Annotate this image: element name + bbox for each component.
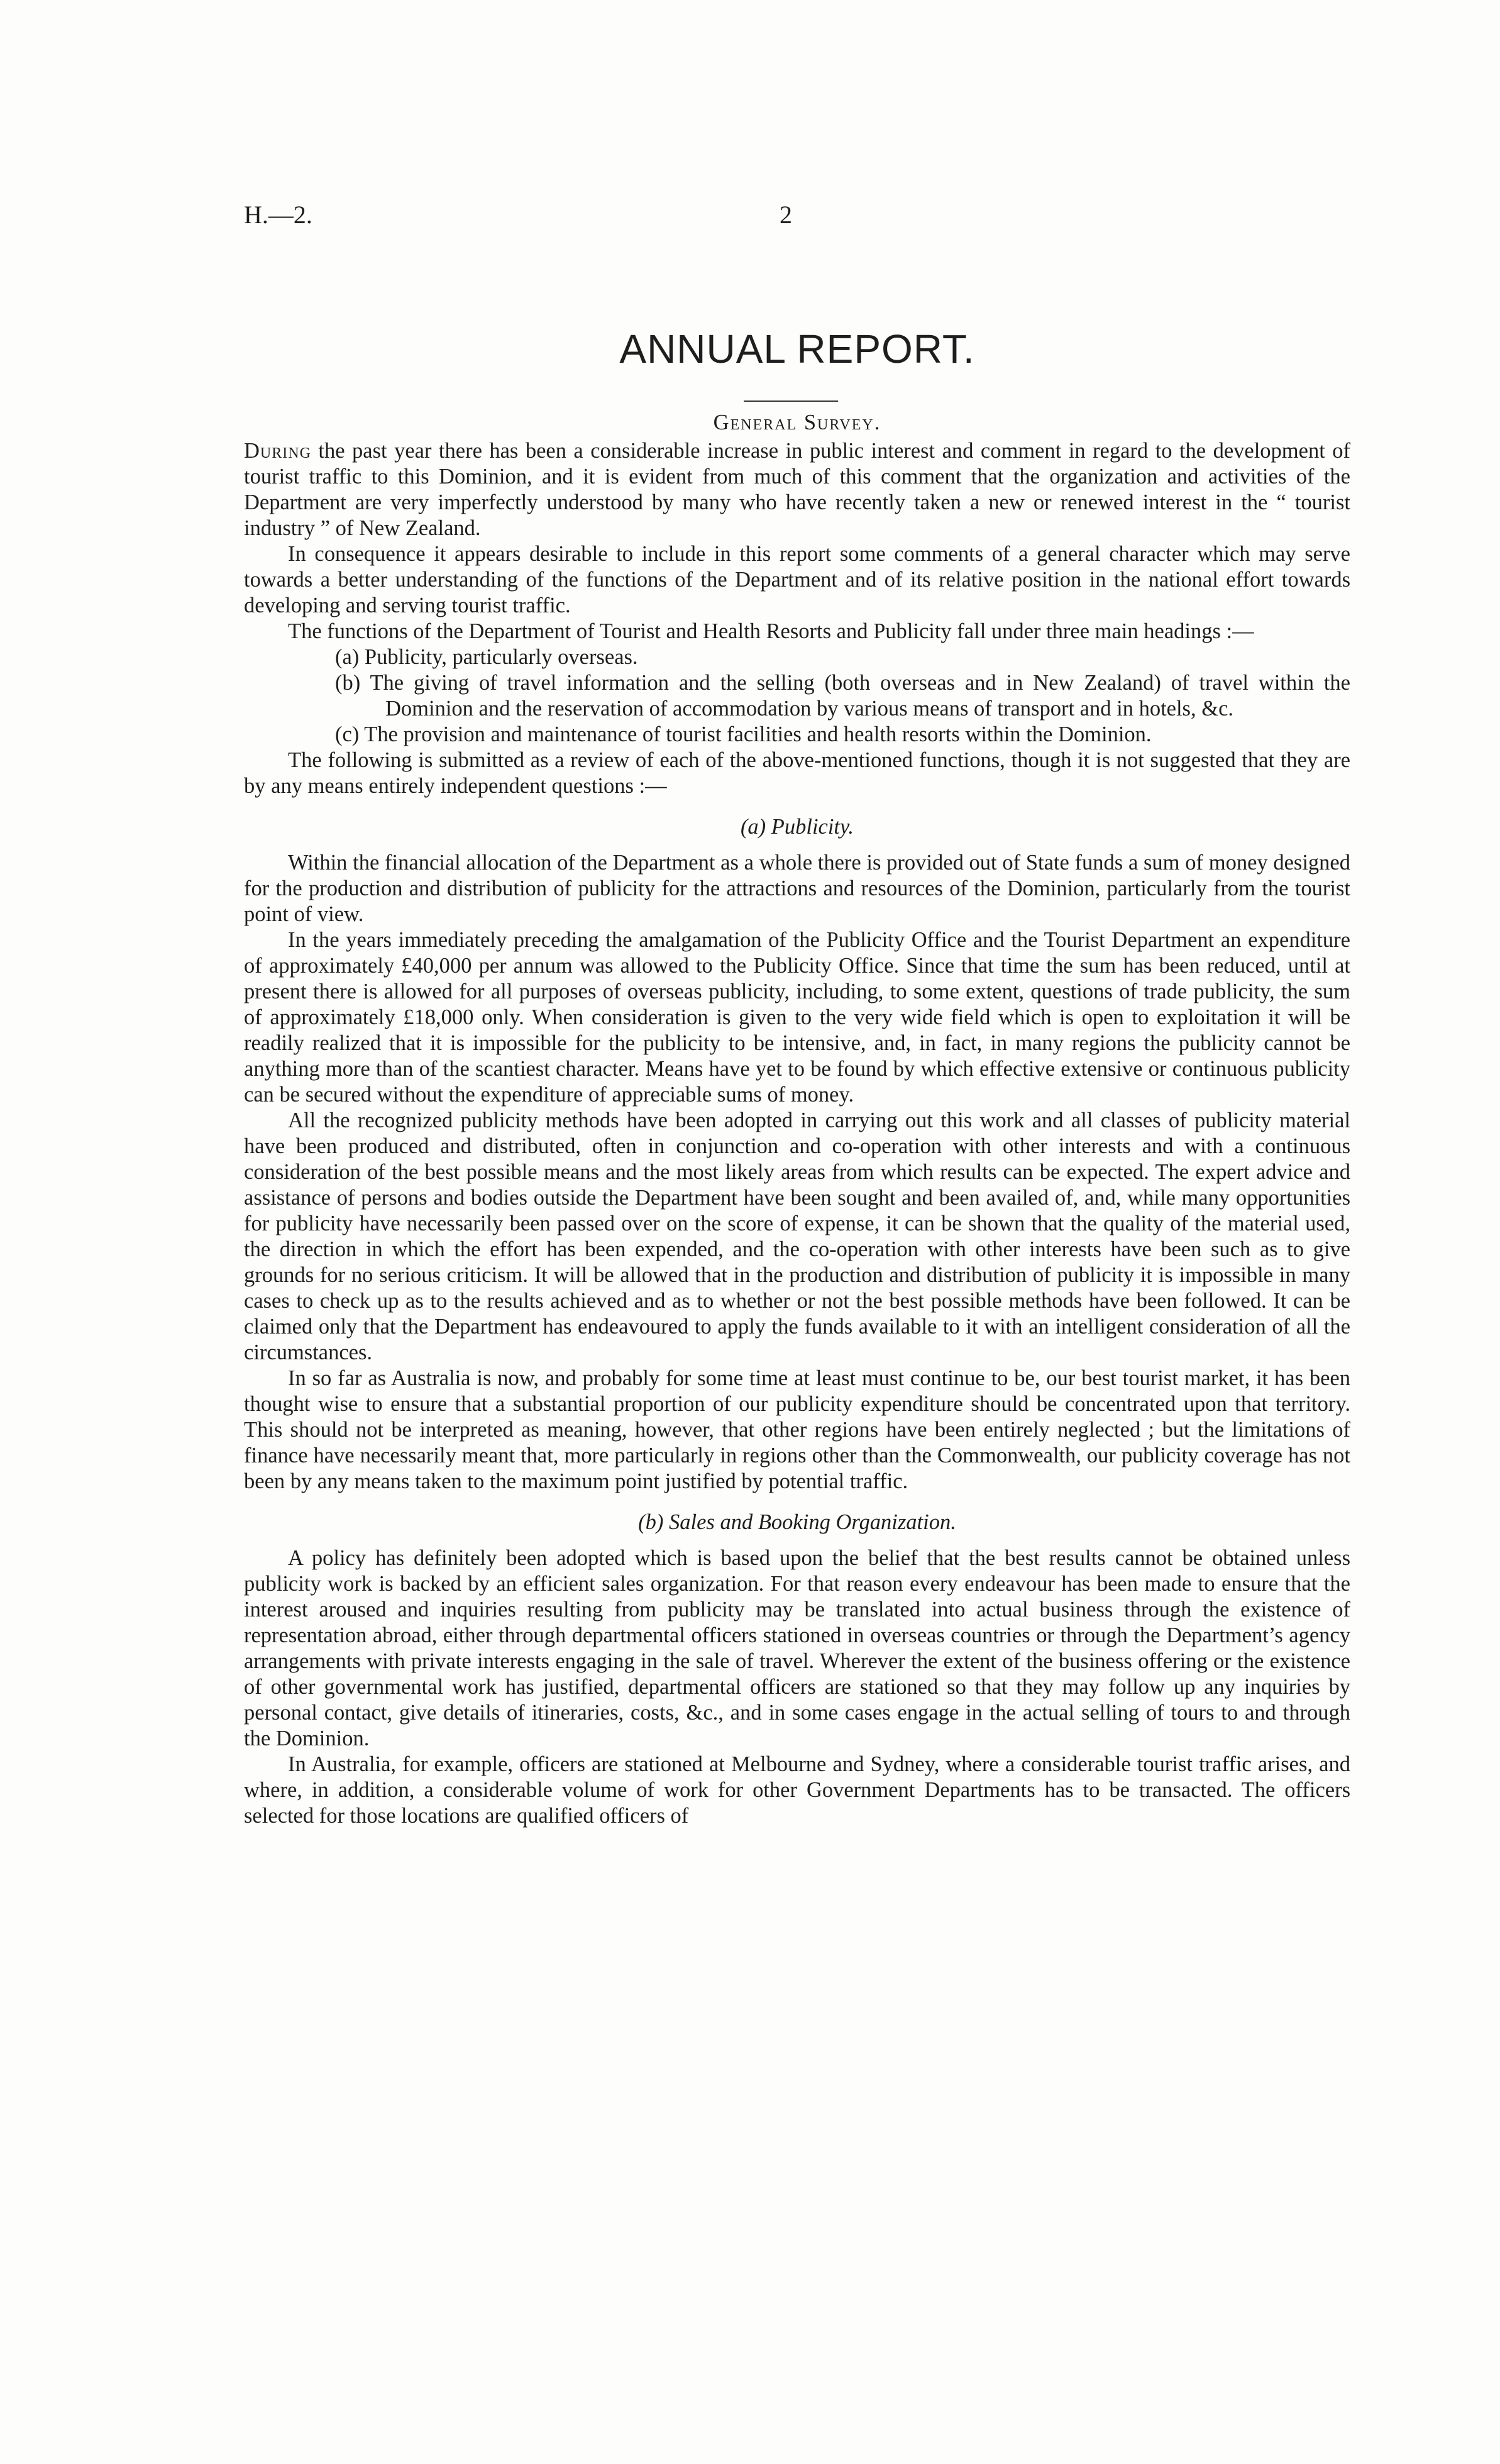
publicity-paragraph: In so far as Australia is now, and probably for some time at least must continue to be, our best tourist market, it has been thought wise to ensure that a substantial proportion of our publicity expenditure should be concentrated upon that territory. This should not be interpreted as meaning, however, that other regions have been entirely neglected ; but the limitations of finance have necessarily meant that, more particularly in regions other than the Commonwealth, our publicity coverage has not been by any means taken to the maximum point justified by potential traffic. [244, 1366, 1350, 1493]
general-survey-paragraph: The following is submitted as a review of each of the above-mentioned functions, though it is not suggested that they are by any means entirely independent questions :— [244, 748, 1350, 798]
sales-paragraph: A policy has definitely been adopted which is based upon the belief that the best results cannot be obtained unless publicity work is backed by an efficient sales organization. For that reason every endeavour has been made to ensure that the interest aroused and inquiries resulting from publicity may be translated into actual business through the existence of representation abroad, either through departmental officers stationed in overseas countries or through the Department’s agency arrangements with private interests engaging in the sale of travel. Wherever the extent of the business offering or the existence of other governmental work has justified, departmental officers are stationed so that they may follow up any inquiries by personal contact, give details of itineraries, costs, &c., and in some cases engage in the actual selling of tours to and through the Dominion. [244, 1546, 1350, 1750]
page-title: ANNUAL REPORT. [619, 326, 975, 372]
list-item: (a) Publicity, particularly overseas. [335, 645, 638, 669]
general-survey-paragraph [244, 438, 1350, 541]
paragraph-text: the past year there has been a considerable increase in public interest and comment in regard to the development of tourist traffic to this Dominion, and it is evident from much of this comment that the organization and activities of the Department are very imperfectly understood by many who have recently taken a new or renewed interest in the “ tourist industry ” of New Zealand. [244, 439, 1350, 540]
publicity-paragraph: Within the financial allocation of the Department as a whole there is provided out of State funds a sum of money designed for the production and distribution of publicity for the attractions and resources of the Dominion, particularly from the tourist point of view. [244, 851, 1350, 926]
publicity-paragraph: In the years immediately preceding the amalgamation of the Publicity Office and the Tourist Department an expenditure of approximately £40,000 per annum was allowed to the Publicity Office. Since that time the sum has been reduced, until at present there is allowed for all purposes of overseas publicity, including, to some extent, questions of trade publicity, the sum of approximately £18,000 only. When consideration is given to the very wide field which is open to exploitation it will be readily realized that it is impossible for the publicity to be intensive, and, in fact, in many regions the publicity cannot be anything more than of the scantiest character. Means have yet to be found by which effective extensive or continuous publicity can be secured without the expenditure of appreciable sums of money. [244, 928, 1350, 1107]
list-item: (b) The giving of travel information and the selling (both overseas and in New Zealand) of travel within the Dominion and the reservation of accommodation by various means of transport and in hotels, &c. [335, 671, 1350, 721]
publicity-heading: (a) Publicity. [740, 815, 854, 839]
title-divider [744, 401, 838, 402]
publicity-paragraph: All the recognized publicity methods have been adopted in carrying out this work and all classes of publicity material have been produced and distributed, often in conjunction and co-operation with other interests and with a continuous consideration of the best possible means and the most likely areas from which results can be expected. The expert advice and assistance of persons and bodies outside the Department have been sought and been availed of, and, while many opportunities for publicity have necessarily been passed over on the score of expense, it can be shown that the quality of the material used, the direction in which the effort has been expended, and the co-operation with other interests have been such as to give grounds for no serious criticism. It will be allowed that in the production and distribution of publicity it is impossible in many cases to check up as to the results achieved and as to whether or not the best possible methods have been followed. It can be claimed only that the Department has endeavoured to apply the funds available to it with an intelligent consideration of all the circumstances. [244, 1108, 1350, 1364]
general-survey-paragraph: In consequence it appears desirable to include in this report some comments of a general character which may serve towards a better understanding of the functions of the Department and of its relative position in the national effort towards developing and serving tourist traffic. [244, 542, 1350, 617]
functions-list [244, 644, 1350, 748]
general-survey-paragraph: The functions of the Department of Tourist and Health Resorts and Publicity fall under three main headings :— [288, 619, 1254, 643]
sales-heading: (b) Sales and Booking Organization. [638, 1510, 956, 1534]
general-survey-heading: General Survey. [713, 411, 881, 434]
list-item: (c) The provision and maintenance of tourist facilities and health resorts within the Dominion. [335, 722, 1152, 746]
document-reference: H.—2. [244, 201, 312, 229]
lead-word: During [244, 439, 311, 463]
page-number: 2 [780, 201, 792, 229]
report-body [244, 410, 1350, 1829]
sales-paragraph: In Australia, for example, officers are stationed at Melbourne and Sydney, where a considerable tourist traffic arises, and where, in addition, a considerable volume of work for other Government Departments has to be transacted. The officers selected for those locations are qualified officers of [244, 1752, 1350, 1828]
